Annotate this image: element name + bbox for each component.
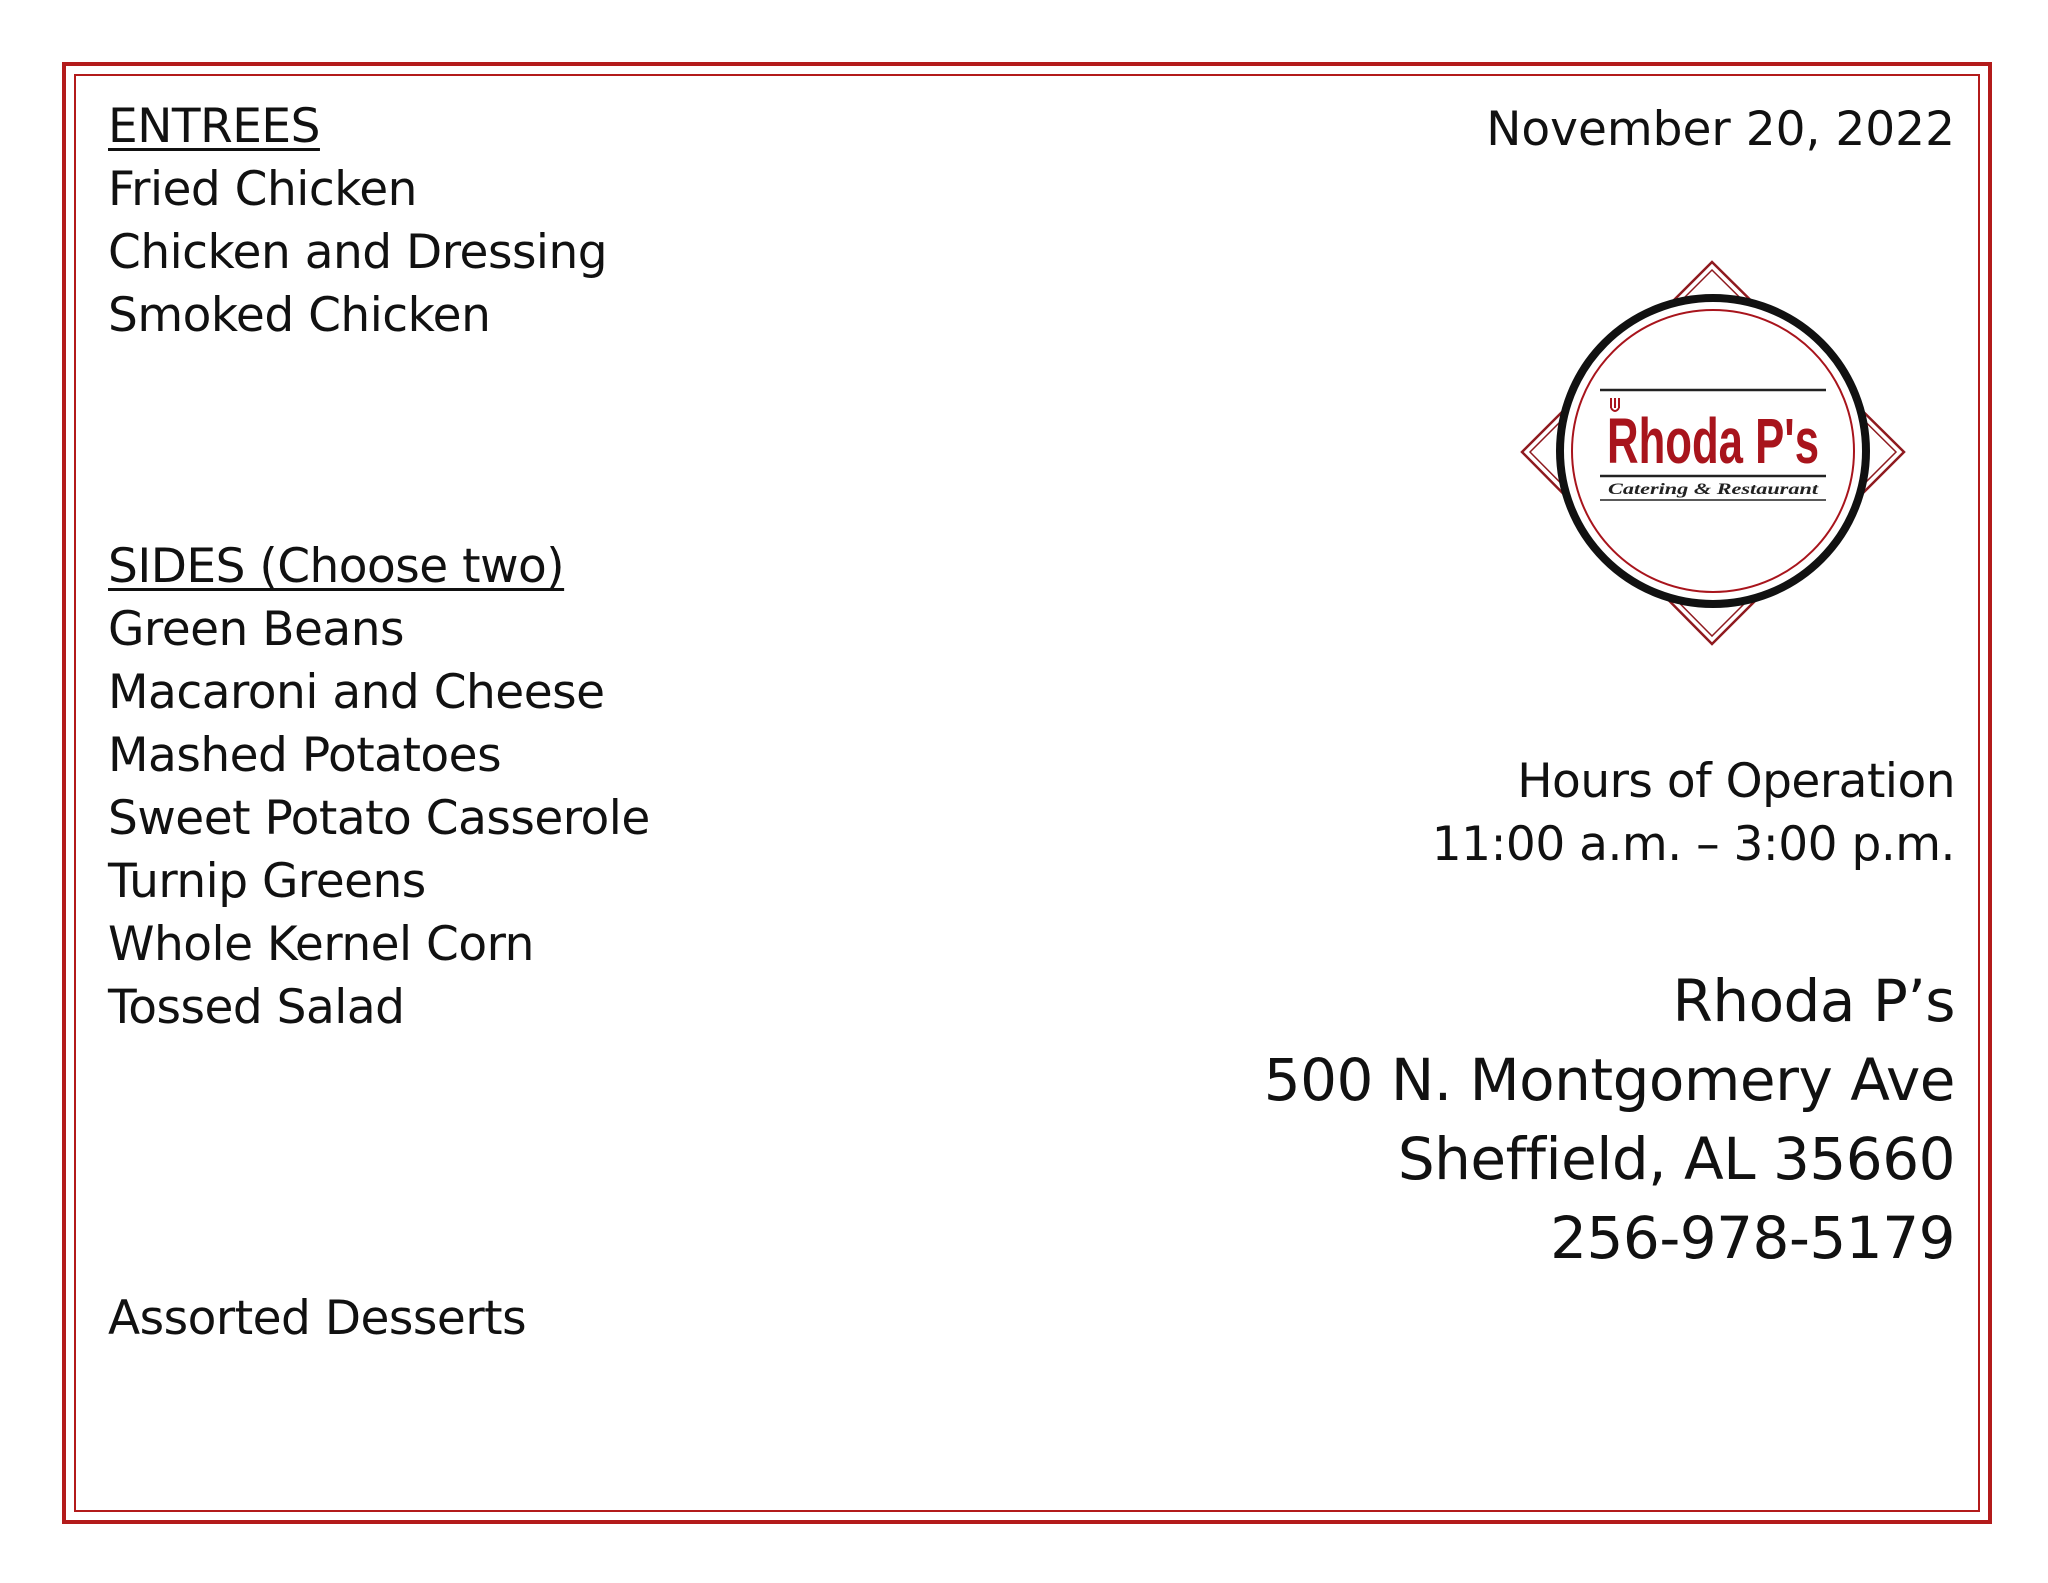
entrees-section — [108, 95, 607, 347]
entrees-list — [108, 158, 607, 347]
hours-time: 11:00 a.m. – 3:00 p.m. — [1431, 817, 1955, 872]
entree-item: Fried Chicken — [108, 162, 417, 217]
side-item: Whole Kernel Corn — [108, 917, 534, 972]
logo-wordmark: Rhoda P's — [1607, 405, 1819, 477]
street-address: 500 N. Montgomery Ave — [1263, 1046, 1955, 1114]
restaurant-logo — [1516, 258, 1908, 650]
side-item: Mashed Potatoes — [108, 728, 502, 783]
side-item: Green Beans — [108, 602, 405, 657]
city-state-zip: Sheffield, AL 35660 — [1397, 1125, 1955, 1193]
side-item: Tossed Salad — [108, 980, 405, 1035]
hours-section — [1432, 750, 1955, 876]
side-item: Macaroni and Cheese — [108, 665, 605, 720]
menu-date: November 20, 2022 — [1486, 102, 1955, 157]
sides-heading: SIDES (Choose two) — [108, 539, 565, 594]
sides-list — [108, 598, 650, 1039]
phone-number: 256-978-5179 — [1550, 1204, 1955, 1272]
logo-tagline: Catering & Restaurant — [1608, 481, 1819, 498]
entree-item: Smoked Chicken — [108, 288, 491, 343]
side-item: Turnip Greens — [108, 854, 426, 909]
side-item: Sweet Potato Casserole — [108, 791, 650, 846]
hours-label: Hours of Operation — [1517, 754, 1955, 809]
address-block — [1264, 962, 1955, 1278]
entrees-heading: ENTREES — [108, 99, 320, 154]
restaurant-name: Rhoda P’s — [1672, 967, 1955, 1035]
sides-section — [108, 535, 650, 1039]
entree-item: Chicken and Dressing — [108, 225, 608, 280]
desserts-item: Assorted Desserts — [108, 1291, 527, 1346]
